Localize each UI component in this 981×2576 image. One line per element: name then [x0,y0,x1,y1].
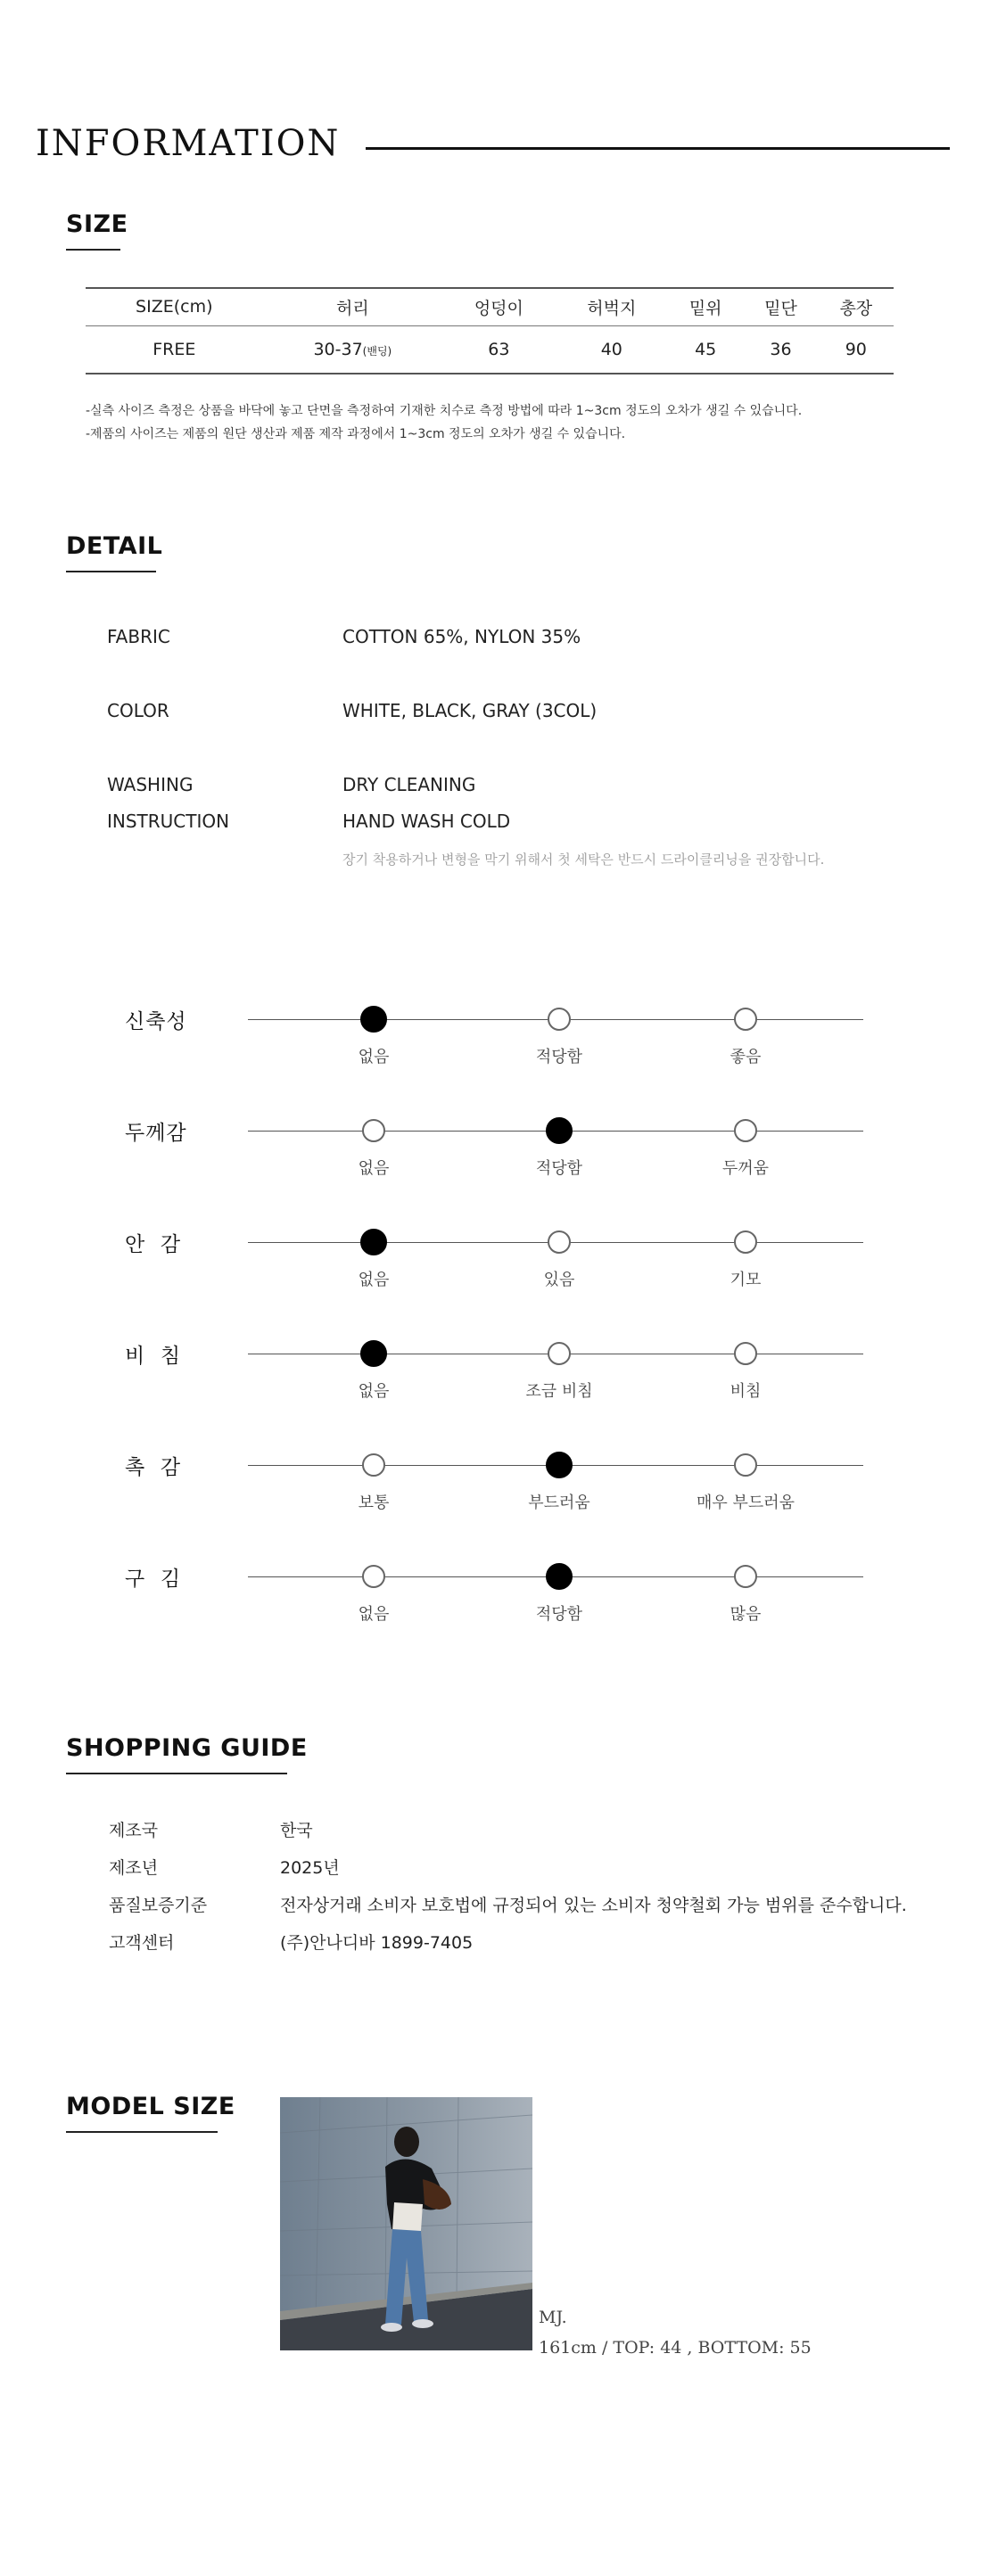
scale-option-label: 적당함 [535,1605,583,1624]
scale-dot-selected[interactable] [546,1563,573,1590]
model-photo [280,2097,532,2350]
shopping-section-title: SHOPPING GUIDE [66,1734,308,1762]
scale-option-label: 비침 [730,1382,762,1401]
scale-dot[interactable] [734,1342,757,1365]
scale-label: 촉 감 [125,1456,182,1479]
guide-value-service: (주)안나디바 1899-7405 [280,1933,474,1953]
scale-dot[interactable] [734,1453,757,1477]
cell-thigh: 40 [556,325,668,374]
scale-label: 안 감 [125,1233,182,1256]
fabric-value: COTTON 65%, NYLON 35% [342,626,581,647]
scale-option-label: 보통 [358,1494,390,1512]
scale-option-label: 기모 [730,1271,762,1289]
size-section-title: SIZE [66,210,128,238]
scale-label: 신축성 [125,1010,187,1033]
scale-label: 구 김 [125,1568,182,1591]
size-table [86,287,894,374]
scale-dot[interactable] [362,1119,385,1142]
guide-label-country: 제조국 [109,1821,159,1840]
model-section-title: MODEL SIZE [66,2093,235,2120]
col-header-hem: 밑단 [743,288,818,325]
col-header-waist: 허리 [263,288,443,325]
scale-dot[interactable] [548,1008,571,1031]
washing-label-line1: WASHING [107,774,194,795]
scale-option-label: 없음 [358,1048,390,1066]
scale-option-label: 조금 비침 [525,1382,593,1401]
guide-label-warranty: 품질보증기준 [109,1896,208,1915]
detail-section-title: DETAIL [66,532,163,560]
scale-dot-selected[interactable] [360,1006,387,1033]
size-title-underline [66,249,120,251]
guide-value-warranty: 전자상거래 소비자 보호법에 규정되어 있는 소비자 청약철회 가능 범위를 준수합니다. [280,1896,907,1915]
scale-dot-selected[interactable] [360,1340,387,1367]
scale-dot-selected[interactable] [546,1117,573,1144]
table-row [86,325,894,374]
col-header-hip: 엉덩이 [442,288,555,325]
detail-title-underline [66,571,156,572]
model-name: MJ. [539,2308,567,2327]
scale-option-label: 없음 [358,1382,390,1401]
cell-waist-note: (밴딩) [362,344,392,358]
model-title-underline [66,2131,218,2133]
model-photo-illustration [280,2097,532,2350]
scale-dot-selected[interactable] [360,1229,387,1255]
cell-hem: 36 [743,325,818,374]
scale-dot[interactable] [362,1453,385,1477]
color-label: COLOR [107,700,169,721]
col-header-size: SIZE(cm) [86,288,263,325]
guide-value-year: 2025년 [280,1858,340,1878]
fabric-label: FABRIC [107,626,170,647]
scale-option-label: 적당함 [535,1159,583,1178]
scale-dot[interactable] [362,1565,385,1588]
scale-option-label: 부드러움 [528,1494,590,1512]
guide-label-year: 제조년 [109,1858,159,1878]
cell-waist [263,325,443,374]
color-value: WHITE, BLACK, GRAY (3COL) [342,700,598,721]
size-table-header-row [86,288,894,325]
scale-label: 비 침 [125,1345,182,1368]
model-info: 161cm / TOP: 44 , BOTTOM: 55 [539,2338,812,2358]
guide-label-service: 고객센터 [109,1933,175,1953]
scale-label: 두께감 [125,1122,187,1145]
scale-dot[interactable] [734,1119,757,1142]
cell-hip: 63 [442,325,555,374]
guide-value-country: 한국 [280,1821,313,1840]
col-header-thigh: 허벅지 [556,288,668,325]
scale-dot[interactable] [734,1008,757,1031]
scale-option-label: 많음 [730,1605,762,1624]
size-note-2: -제품의 사이즈는 제품의 원단 생산과 제품 제작 과정에서 1~3cm 정도의 오차가 생길 수 있습니다. [86,427,626,441]
washing-value-line2: HAND WASH COLD [342,811,511,832]
scale-option-label: 적당함 [535,1048,583,1066]
scale-dot[interactable] [548,1230,571,1254]
cell-waist-value: 30-37 [313,339,363,359]
shopping-title-underline [66,1773,287,1774]
scale-option-label: 있음 [543,1271,575,1289]
washing-note: 장기 착용하거나 변형을 막기 위해서 첫 세탁은 반드시 드라이클리닝을 권장합니다. [342,852,825,868]
scale-option-label: 좋음 [730,1048,762,1066]
scale-dot-selected[interactable] [546,1452,573,1478]
cell-size: FREE [86,325,263,374]
page-title: INFORMATION [36,123,341,164]
title-divider [366,147,950,150]
scale-option-label: 없음 [358,1159,390,1178]
col-header-rise: 밑위 [668,288,743,325]
scale-dot[interactable] [548,1342,571,1365]
scale-dot[interactable] [734,1230,757,1254]
scale-option-label: 없음 [358,1605,390,1624]
washing-label-line2: INSTRUCTION [107,811,230,832]
col-header-length: 총장 [819,288,894,325]
cell-length: 90 [819,325,894,374]
washing-value-line1: DRY CLEANING [342,774,476,795]
size-note-1: -실측 사이즈 측정은 상품을 바닥에 놓고 단면을 측정하여 기재한 치수로 측정 방법에 따라 1~3cm 정도의 오차가 생길 수 있습니다. [86,404,803,418]
cell-rise: 45 [668,325,743,374]
scale-option-label: 두꺼움 [721,1159,770,1178]
scale-option-label: 없음 [358,1271,390,1289]
scale-option-label: 매우 부드러움 [696,1494,796,1512]
scale-dot[interactable] [734,1565,757,1588]
